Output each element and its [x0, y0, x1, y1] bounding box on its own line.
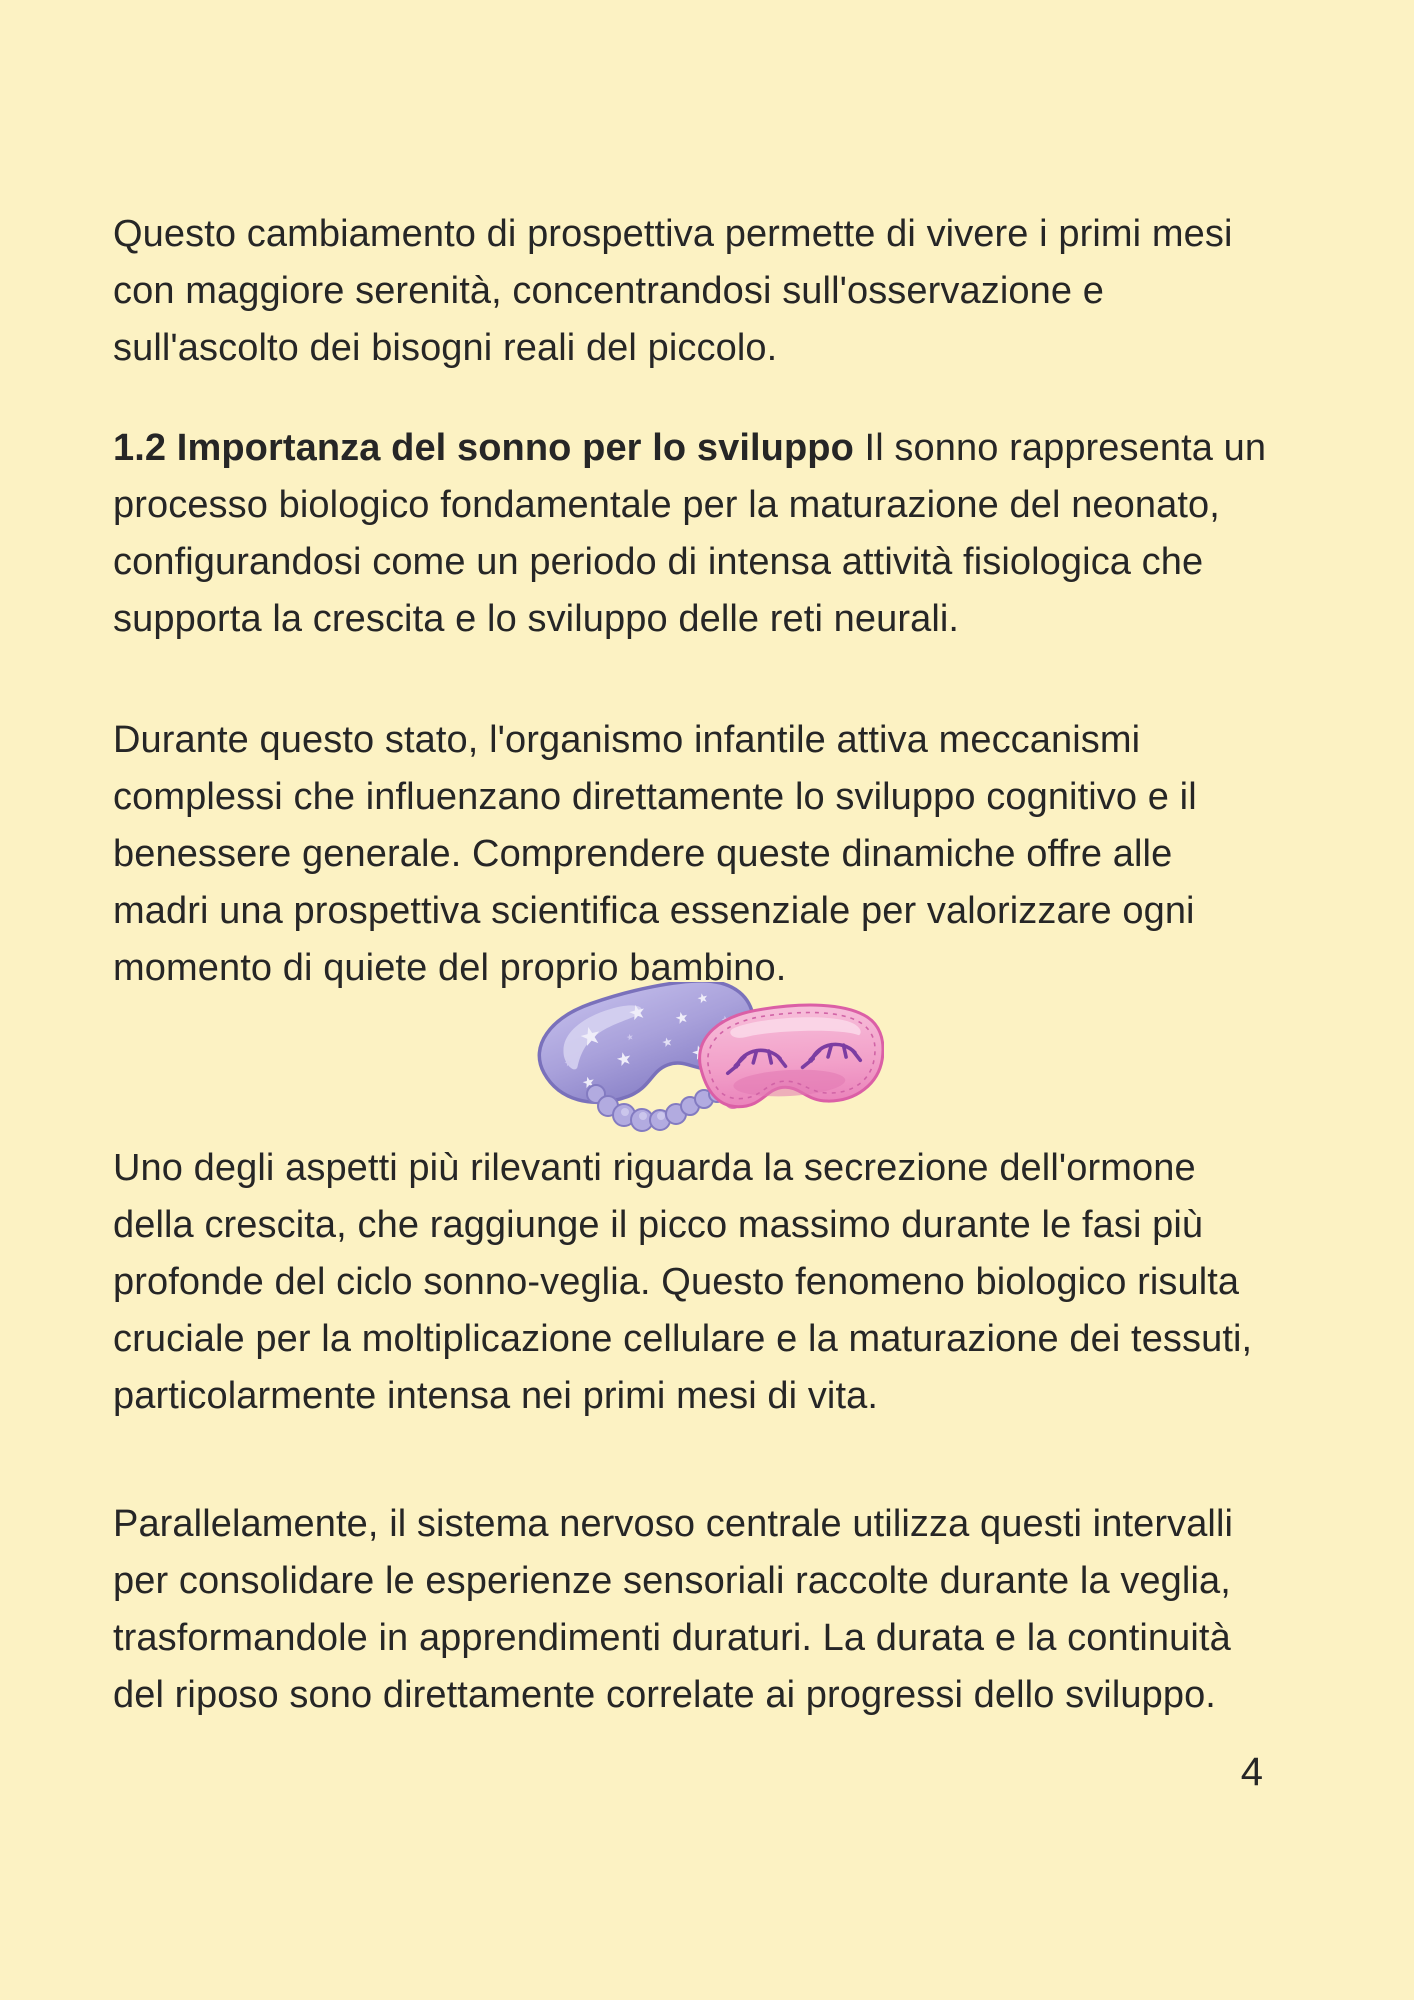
paragraph-nervous-system: Parallelamente, il sistema nervoso centrale utilizza questi intervalli per consolidare le esperienze sensoriali raccolte durante la veglia, trasformandole in apprendimenti duraturi. La durata e la continuità del riposo sono direttamente correlate ai progressi dello sviluppo.: [113, 1503, 1234, 1716]
section-body: Il sonno rappresenta un processo biologico fondamentale per la maturazione del neonato, configurandosi come un periodo di intensa attività fisiologica che supporta la crescita e lo sviluppo delle reti neurali.: [113, 427, 1267, 640]
paragraph-growth-hormone: Uno degli aspetti più rilevanti riguarda la secrezione dell'ormone della crescita, che raggiunge il picco massimo durante le fasi più profonde del ciclo sonno-veglia. Questo fenomeno biologico risulta cruciale per la moltiplicazione cellulare e la maturazione dei tessuti, particolarmente intensa nei primi mesi di vita.: [113, 1147, 1253, 1417]
sleep-masks-icon: [524, 982, 884, 1134]
section-heading: 1.2 Importanza del sonno per lo sviluppo: [113, 427, 854, 469]
paragraph-sleep-state: Durante questo stato, l'organismo infantile attiva meccanismi complessi che influenzano direttamente lo sviluppo cognitivo e il benessere generale. Comprendere queste dinamiche offre alle madri una prospettiva scientifica essenziale per valorizzare ogni momento di quiete del proprio bambino.: [113, 719, 1197, 989]
paragraph-section-1-2: [113, 420, 1270, 648]
sleep-masks-image: [524, 982, 884, 1134]
page-number: 4: [1240, 1750, 1263, 1794]
paragraph-intro: Questo cambiamento di prospettiva permette di vivere i primi mesi con maggiore serenità, concentrandosi sull'osservazione e sull'ascolto dei bisogni reali del piccolo.: [113, 213, 1233, 369]
